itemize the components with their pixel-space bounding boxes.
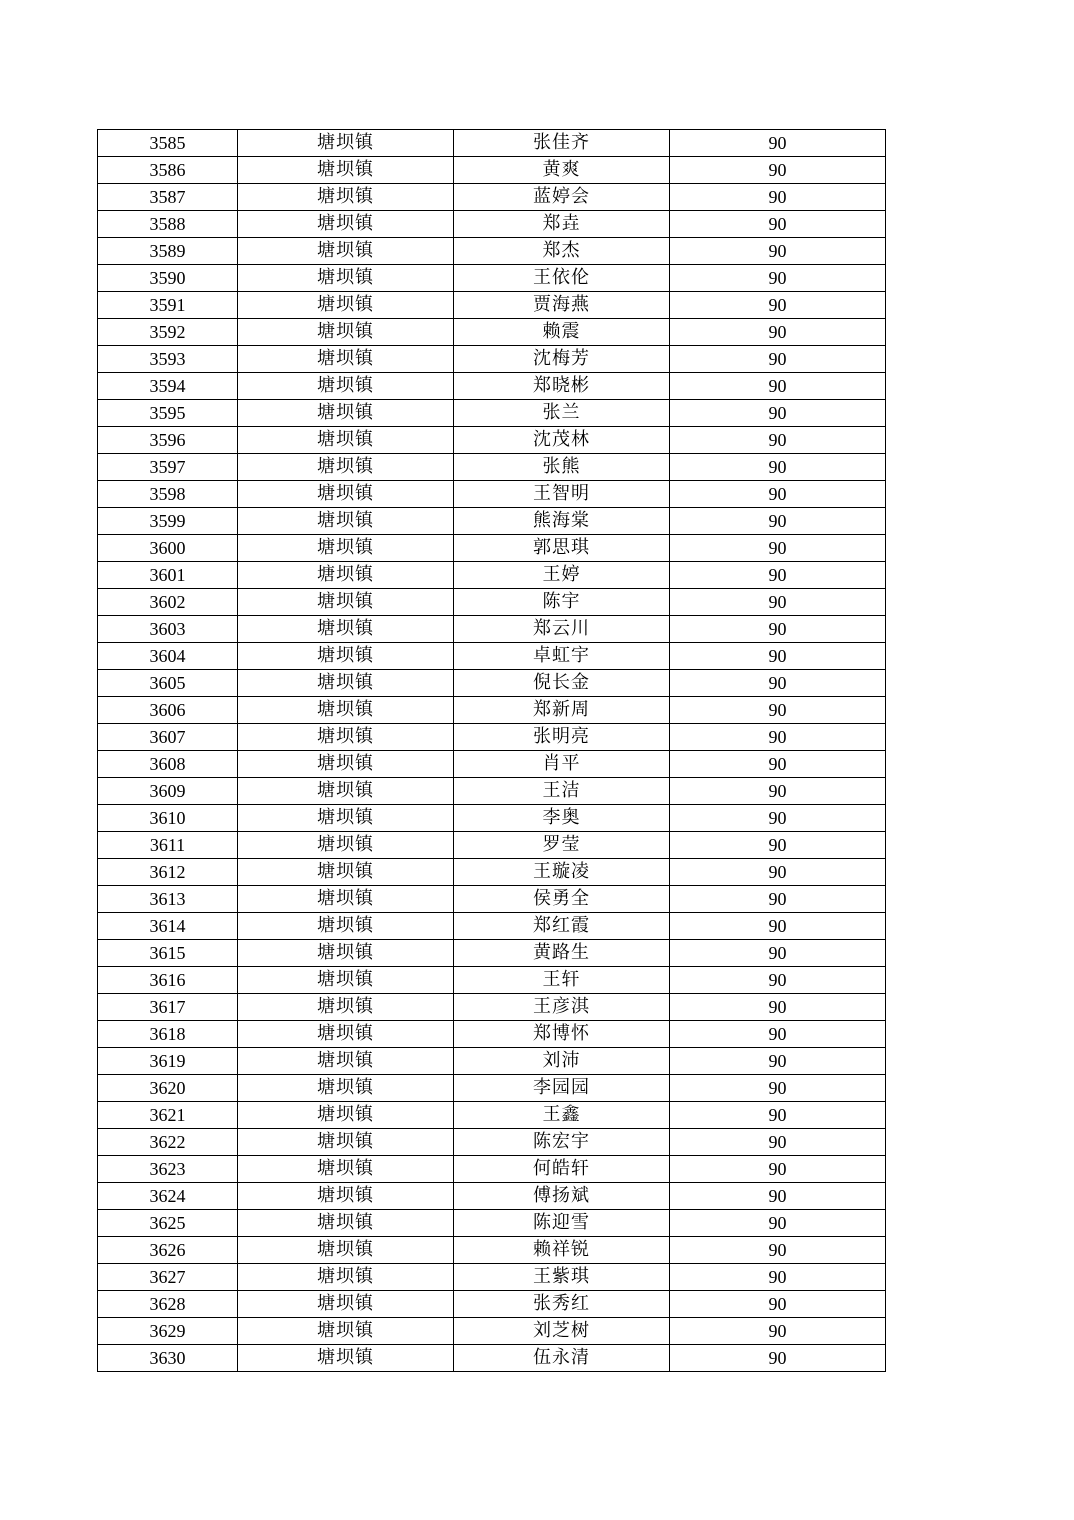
row-number-cell: 3586 [98,157,238,184]
name-cell: 沈梅芳 [454,346,670,373]
town-cell: 塘坝镇 [238,508,454,535]
name-cell: 郑红霞 [454,913,670,940]
name-cell: 张明亮 [454,724,670,751]
row-number-cell: 3591 [98,292,238,319]
name-cell: 王彦淇 [454,994,670,1021]
table-row [98,859,886,886]
town-cell: 塘坝镇 [238,967,454,994]
roster-table-body [98,130,886,1372]
town-cell: 塘坝镇 [238,832,454,859]
row-number-cell: 3610 [98,805,238,832]
row-number-cell: 3597 [98,454,238,481]
name-cell: 王璇凌 [454,859,670,886]
table-row [98,535,886,562]
score-cell: 90 [670,130,886,157]
row-number-cell: 3620 [98,1075,238,1102]
town-cell: 塘坝镇 [238,1021,454,1048]
town-cell: 塘坝镇 [238,670,454,697]
score-cell: 90 [670,427,886,454]
row-number-cell: 3585 [98,130,238,157]
table-row [98,616,886,643]
table-row [98,1237,886,1264]
town-cell: 塘坝镇 [238,1048,454,1075]
row-number-cell: 3625 [98,1210,238,1237]
table-row [98,1102,886,1129]
town-cell: 塘坝镇 [238,373,454,400]
table-row [98,643,886,670]
table-row [98,292,886,319]
row-number-cell: 3596 [98,427,238,454]
table-row [98,508,886,535]
town-cell: 塘坝镇 [238,1345,454,1372]
row-number-cell: 3626 [98,1237,238,1264]
town-cell: 塘坝镇 [238,1237,454,1264]
score-cell: 90 [670,913,886,940]
table-row [98,130,886,157]
row-number-cell: 3606 [98,697,238,724]
row-number-cell: 3590 [98,265,238,292]
town-cell: 塘坝镇 [238,427,454,454]
score-cell: 90 [670,1075,886,1102]
score-cell: 90 [670,805,886,832]
name-cell: 陈宏宇 [454,1129,670,1156]
score-cell: 90 [670,967,886,994]
score-cell: 90 [670,211,886,238]
row-number-cell: 3600 [98,535,238,562]
row-number-cell: 3593 [98,346,238,373]
name-cell: 赖祥锐 [454,1237,670,1264]
town-cell: 塘坝镇 [238,616,454,643]
row-number-cell: 3605 [98,670,238,697]
score-cell: 90 [670,1237,886,1264]
town-cell: 塘坝镇 [238,130,454,157]
row-number-cell: 3624 [98,1183,238,1210]
name-cell: 赖震 [454,319,670,346]
name-cell: 张兰 [454,400,670,427]
table-row [98,589,886,616]
town-cell: 塘坝镇 [238,697,454,724]
row-number-cell: 3601 [98,562,238,589]
row-number-cell: 3602 [98,589,238,616]
name-cell: 王依伦 [454,265,670,292]
town-cell: 塘坝镇 [238,535,454,562]
table-row [98,1156,886,1183]
table-row [98,400,886,427]
town-cell: 塘坝镇 [238,1291,454,1318]
row-number-cell: 3612 [98,859,238,886]
score-cell: 90 [670,1156,886,1183]
row-number-cell: 3623 [98,1156,238,1183]
table-row [98,1345,886,1372]
name-cell: 张熊 [454,454,670,481]
name-cell: 倪长金 [454,670,670,697]
score-cell: 90 [670,616,886,643]
score-cell: 90 [670,724,886,751]
table-row [98,454,886,481]
row-number-cell: 3607 [98,724,238,751]
row-number-cell: 3603 [98,616,238,643]
row-number-cell: 3619 [98,1048,238,1075]
row-number-cell: 3627 [98,1264,238,1291]
score-cell: 90 [670,265,886,292]
table-row [98,238,886,265]
table-row [98,481,886,508]
town-cell: 塘坝镇 [238,1264,454,1291]
table-row [98,967,886,994]
name-cell: 罗莹 [454,832,670,859]
row-number-cell: 3628 [98,1291,238,1318]
score-cell: 90 [670,886,886,913]
table-row [98,1318,886,1345]
town-cell: 塘坝镇 [238,724,454,751]
table-row [98,994,886,1021]
roster-table [97,129,886,1372]
row-number-cell: 3616 [98,967,238,994]
row-number-cell: 3598 [98,481,238,508]
table-row [98,1129,886,1156]
table-row [98,157,886,184]
score-cell: 90 [670,1102,886,1129]
score-cell: 90 [670,373,886,400]
name-cell: 陈迎雪 [454,1210,670,1237]
score-cell: 90 [670,535,886,562]
score-cell: 90 [670,346,886,373]
table-row [98,373,886,400]
table-row [98,184,886,211]
town-cell: 塘坝镇 [238,1102,454,1129]
row-number-cell: 3587 [98,184,238,211]
table-row [98,1183,886,1210]
row-number-cell: 3629 [98,1318,238,1345]
table-row [98,1291,886,1318]
row-number-cell: 3630 [98,1345,238,1372]
score-cell: 90 [670,859,886,886]
town-cell: 塘坝镇 [238,940,454,967]
table-row [98,1210,886,1237]
score-cell: 90 [670,1210,886,1237]
score-cell: 90 [670,400,886,427]
town-cell: 塘坝镇 [238,481,454,508]
name-cell: 李园园 [454,1075,670,1102]
name-cell: 黄爽 [454,157,670,184]
table-row [98,427,886,454]
town-cell: 塘坝镇 [238,265,454,292]
name-cell: 王轩 [454,967,670,994]
name-cell: 陈宇 [454,589,670,616]
town-cell: 塘坝镇 [238,778,454,805]
score-cell: 90 [670,670,886,697]
name-cell: 郑杰 [454,238,670,265]
score-cell: 90 [670,319,886,346]
table-row [98,1021,886,1048]
name-cell: 刘芝树 [454,1318,670,1345]
score-cell: 90 [670,994,886,1021]
name-cell: 刘沛 [454,1048,670,1075]
town-cell: 塘坝镇 [238,346,454,373]
row-number-cell: 3614 [98,913,238,940]
table-row [98,670,886,697]
row-number-cell: 3621 [98,1102,238,1129]
table-row [98,724,886,751]
score-cell: 90 [670,832,886,859]
score-cell: 90 [670,1129,886,1156]
score-cell: 90 [670,1183,886,1210]
score-cell: 90 [670,454,886,481]
town-cell: 塘坝镇 [238,1075,454,1102]
score-cell: 90 [670,184,886,211]
score-cell: 90 [670,589,886,616]
table-row [98,1264,886,1291]
score-cell: 90 [670,1345,886,1372]
name-cell: 王洁 [454,778,670,805]
name-cell: 卓虹宇 [454,643,670,670]
name-cell: 郑云川 [454,616,670,643]
town-cell: 塘坝镇 [238,1156,454,1183]
row-number-cell: 3611 [98,832,238,859]
name-cell: 熊海棠 [454,508,670,535]
town-cell: 塘坝镇 [238,886,454,913]
score-cell: 90 [670,508,886,535]
name-cell: 王智明 [454,481,670,508]
town-cell: 塘坝镇 [238,643,454,670]
score-cell: 90 [670,481,886,508]
name-cell: 侯勇全 [454,886,670,913]
town-cell: 塘坝镇 [238,751,454,778]
name-cell: 郑博怀 [454,1021,670,1048]
town-cell: 塘坝镇 [238,1183,454,1210]
name-cell: 沈茂林 [454,427,670,454]
name-cell: 郑新周 [454,697,670,724]
town-cell: 塘坝镇 [238,400,454,427]
score-cell: 90 [670,238,886,265]
town-cell: 塘坝镇 [238,1129,454,1156]
row-number-cell: 3608 [98,751,238,778]
town-cell: 塘坝镇 [238,184,454,211]
town-cell: 塘坝镇 [238,211,454,238]
town-cell: 塘坝镇 [238,1210,454,1237]
row-number-cell: 3594 [98,373,238,400]
table-row [98,562,886,589]
name-cell: 贾海燕 [454,292,670,319]
name-cell: 张秀红 [454,1291,670,1318]
table-row [98,697,886,724]
table-row [98,805,886,832]
score-cell: 90 [670,1048,886,1075]
town-cell: 塘坝镇 [238,562,454,589]
name-cell: 蓝婷会 [454,184,670,211]
row-number-cell: 3615 [98,940,238,967]
name-cell: 何皓轩 [454,1156,670,1183]
table-row [98,832,886,859]
score-cell: 90 [670,940,886,967]
name-cell: 王婷 [454,562,670,589]
row-number-cell: 3622 [98,1129,238,1156]
row-number-cell: 3618 [98,1021,238,1048]
name-cell: 张佳齐 [454,130,670,157]
row-number-cell: 3588 [98,211,238,238]
row-number-cell: 3609 [98,778,238,805]
town-cell: 塘坝镇 [238,157,454,184]
score-cell: 90 [670,1021,886,1048]
score-cell: 90 [670,1318,886,1345]
town-cell: 塘坝镇 [238,805,454,832]
name-cell: 李奥 [454,805,670,832]
score-cell: 90 [670,562,886,589]
table-row [98,913,886,940]
town-cell: 塘坝镇 [238,589,454,616]
town-cell: 塘坝镇 [238,454,454,481]
table-row [98,940,886,967]
town-cell: 塘坝镇 [238,994,454,1021]
table-row [98,346,886,373]
table-row [98,1048,886,1075]
table-row [98,211,886,238]
town-cell: 塘坝镇 [238,913,454,940]
score-cell: 90 [670,1291,886,1318]
row-number-cell: 3589 [98,238,238,265]
row-number-cell: 3604 [98,643,238,670]
name-cell: 王鑫 [454,1102,670,1129]
town-cell: 塘坝镇 [238,859,454,886]
score-cell: 90 [670,157,886,184]
name-cell: 傅扬斌 [454,1183,670,1210]
name-cell: 郑晓彬 [454,373,670,400]
name-cell: 伍永清 [454,1345,670,1372]
name-cell: 郑垚 [454,211,670,238]
score-cell: 90 [670,292,886,319]
name-cell: 黄路生 [454,940,670,967]
name-cell: 王紫琪 [454,1264,670,1291]
table-row [98,265,886,292]
table-row [98,1075,886,1102]
town-cell: 塘坝镇 [238,1318,454,1345]
row-number-cell: 3592 [98,319,238,346]
name-cell: 肖平 [454,751,670,778]
score-cell: 90 [670,697,886,724]
town-cell: 塘坝镇 [238,292,454,319]
row-number-cell: 3613 [98,886,238,913]
table-row [98,778,886,805]
row-number-cell: 3595 [98,400,238,427]
score-cell: 90 [670,1264,886,1291]
table-row [98,751,886,778]
score-cell: 90 [670,643,886,670]
table-row [98,319,886,346]
table-row [98,886,886,913]
row-number-cell: 3617 [98,994,238,1021]
row-number-cell: 3599 [98,508,238,535]
name-cell: 郭思琪 [454,535,670,562]
score-cell: 90 [670,778,886,805]
town-cell: 塘坝镇 [238,238,454,265]
town-cell: 塘坝镇 [238,319,454,346]
score-cell: 90 [670,751,886,778]
